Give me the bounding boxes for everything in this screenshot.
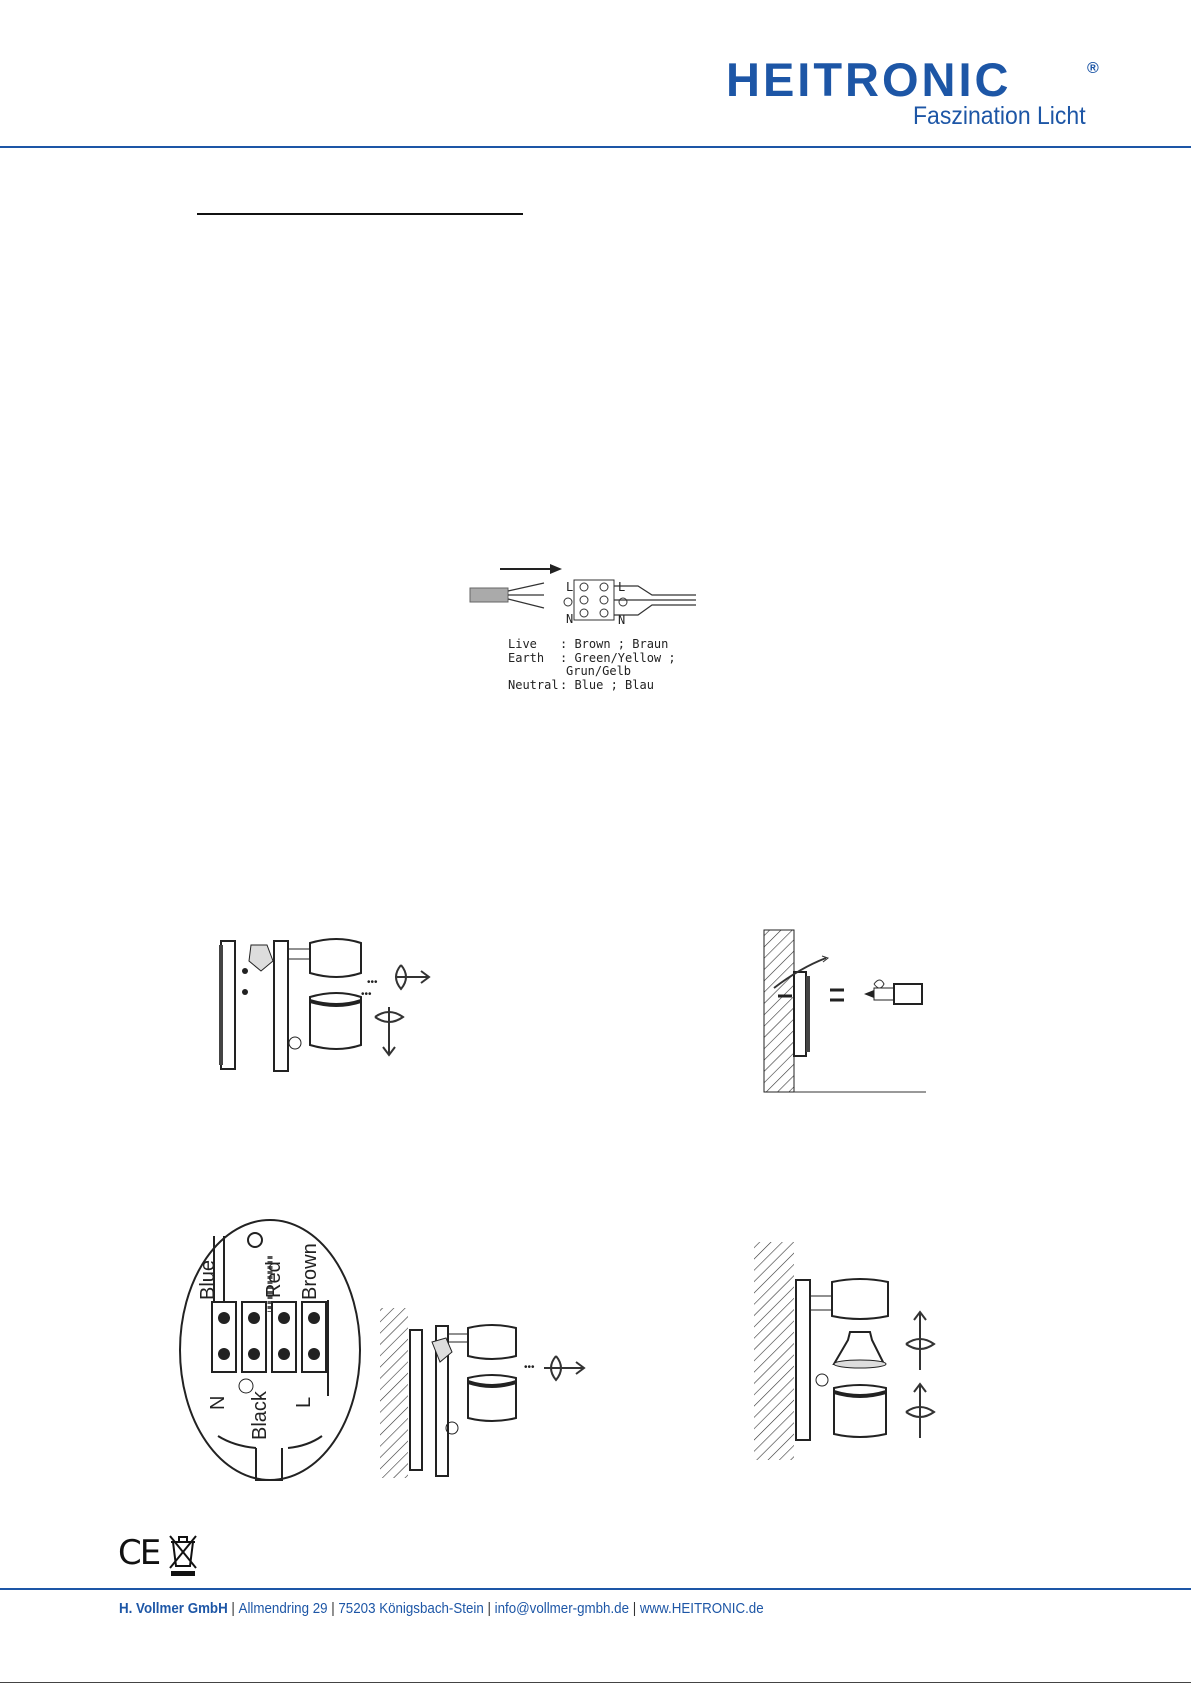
weee-bin-icon	[168, 1534, 198, 1576]
live-value: : Brown ; Braun	[560, 637, 669, 651]
header-rule	[0, 146, 1191, 148]
svg-text:•••: •••	[367, 977, 378, 988]
step-wall-mount-illustration	[760, 928, 930, 1094]
step-insert-bulb-illustration	[750, 1240, 950, 1462]
footer-address: H. Vollmer GmbH | Allmendring 29 | 75203 Königsbach-Stein | info@vollmer-gmbh.de | www.HEITRONIC.de	[119, 1601, 764, 1617]
neutral-value: : Blue ; Blau	[560, 678, 654, 692]
wire-brown-label: Brown	[299, 1243, 321, 1300]
earth-label: Earth	[508, 651, 545, 665]
wire-red-label: Red	[263, 1261, 285, 1298]
wire-black-label: Black	[249, 1391, 271, 1440]
step-dismantle-illustration	[215, 935, 445, 1075]
brand-tagline: Faszination Licht	[913, 102, 1086, 130]
terminal-l-right: L	[618, 580, 626, 594]
terminal-l-label: L	[293, 1396, 315, 1408]
footer-email-link[interactable]: info@vollmer-gmbh.de	[494, 1601, 630, 1617]
step-connection-illustration	[178, 1218, 623, 1486]
live-label: Live	[508, 637, 537, 651]
earth-value: : Green/Yellow ;	[560, 651, 676, 665]
section-title-underline	[197, 213, 523, 215]
neutral-label: Neutral	[508, 678, 559, 692]
footer-web-link[interactable]: www.HEITRONIC.de	[639, 1601, 764, 1617]
wire-blue-label: Blue	[197, 1259, 219, 1300]
ce-mark: CE	[118, 1533, 160, 1573]
terminal-n-right: N	[618, 613, 626, 627]
footer-company: H. Vollmer GmbH	[119, 1601, 228, 1617]
terminal-l-left: L	[566, 580, 574, 594]
svg-text:•••: •••	[524, 1362, 535, 1373]
brand-logo: HEITRONIC	[726, 53, 1012, 106]
footer-city: 75203 Königsbach-Stein	[338, 1601, 484, 1617]
registered-mark: ®	[1087, 60, 1099, 77]
terminal-n-left: N	[566, 612, 574, 626]
page-bottom-edge	[0, 1682, 1191, 1683]
footer-street: Allmendring 29	[238, 1601, 328, 1617]
earth-value-de: Grun/Gelb	[566, 664, 632, 678]
terminal-n-label: N	[207, 1395, 229, 1410]
footer-rule	[0, 1588, 1191, 1590]
svg-text:•••: •••	[361, 989, 372, 1000]
wiring-diagram	[468, 558, 698, 698]
